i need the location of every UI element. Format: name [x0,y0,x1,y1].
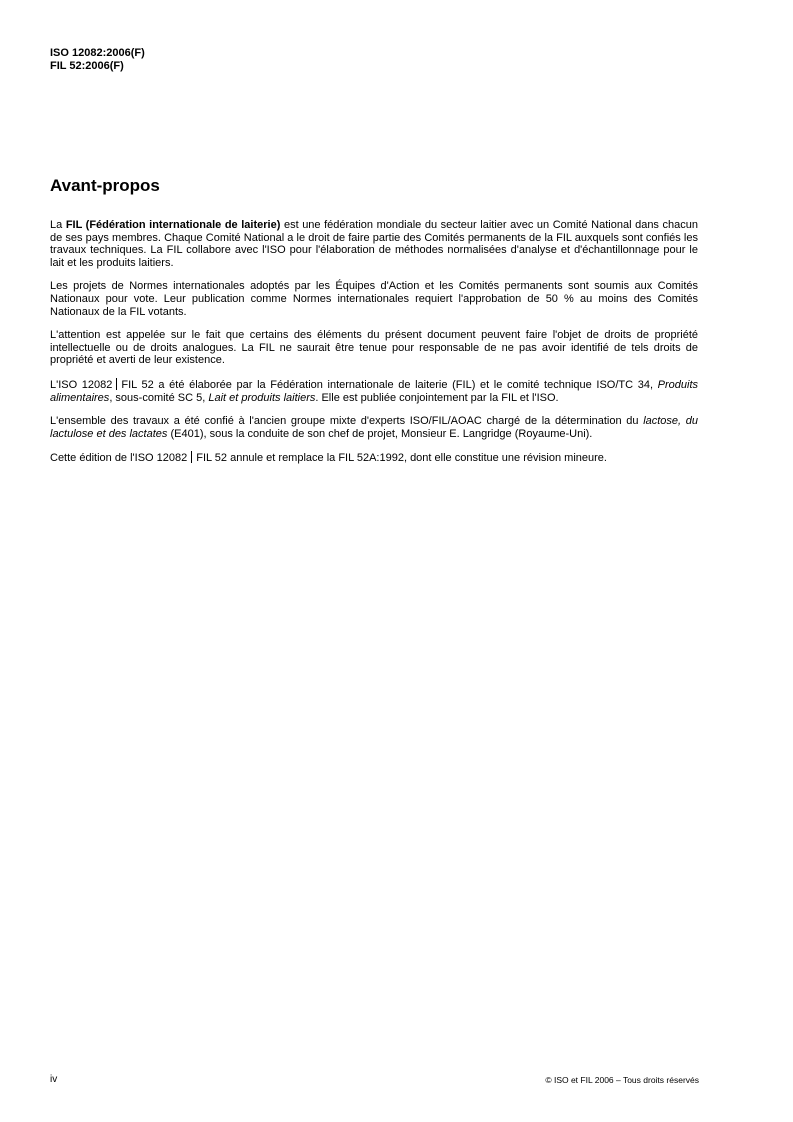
p4-text-1: FIL 52 a été élaborée par la Fédération internationale de laiterie (FIL) et le comité technique ISO/TC 34, [121,378,658,391]
document-reference [50,47,145,73]
reference-separator [191,451,192,463]
reference-separator [116,378,117,390]
page-title: Avant-propos [50,176,160,195]
p6-text-1: Cette édition de l'ISO 12082 [50,452,188,465]
paragraph-edition [50,451,698,465]
p1-text: est une fédération mondiale du secteur laitier avec un Comité National dans chacun de ses pays membres. Chaque Comité National a le droit de faire partie des Comités permanents de la FIL auxquels sont confiés les travaux techniques. La FIL collabore avec l'ISO pour l'élaboration de méthodes normalisées d'analyse et d'échantillonnage pour le lait et les produits laitiers. [50,219,698,269]
p4-text-2: , sous-comité SC 5, [109,391,209,404]
paragraph-preparation [50,378,698,404]
fil-reference: FIL 52:2006(F) [50,60,124,72]
paragraph-fil-intro [50,219,698,269]
p4-text-3: . Elle est publiée conjointement par la FIL et l'ISO. [315,391,559,404]
page-number: iv [50,1074,58,1085]
foreword-body [50,219,698,476]
p5-text-2: (E401), sous la conduite de son chef de projet, Monsieur E. Langridge (Royaume-Uni). [167,427,593,440]
p4-subcommittee-name: Lait et produits laitiers [208,391,316,404]
copyright-notice: © ISO et FIL 2006 – Tous droits réservés [545,1075,699,1085]
fil-full-name: FIL (Fédération internationale de laiterie) [65,219,281,231]
paragraph-experts [50,415,698,440]
iso-reference: ISO 12082:2006(F) [50,47,145,59]
p5-text-1: L'ensemble des travaux a été confié à l'ancien groupe mixte d'experts ISO/FIL/AOAC chargé de la détermination du [50,415,644,428]
paragraph-patent-rights: L'attention est appelée sur le fait que certains des éléments du présent document peuvent faire l'objet de droits de propriété intellectuelle ou de droits analogues. La FIL ne saurait être tenue pour responsable de ne pas avoir identifié de tels droits de propriété et averti de leur existence. [50,329,698,367]
p6-text-2: FIL 52 annule et remplace la FIL 52A:1992, dont elle constitue une révision mineure. [196,452,607,465]
paragraph-voting: Les projets de Normes internationales adoptés par les Équipes d'Action et les Comités permanents sont soumis aux Comités Nationaux pour vote. Leur publication comme Normes internationales requiert l'approbation de 50 % au moins des Comités Nationaux de la FIL votants. [50,280,698,318]
p4-committee-name: Produits alimentaires [50,378,698,404]
p5-subject: lactose, du lactulose et des lactates [50,415,699,440]
p4-standard-ref: L'ISO 12082 [50,378,113,391]
p1-lead: La [50,219,66,231]
